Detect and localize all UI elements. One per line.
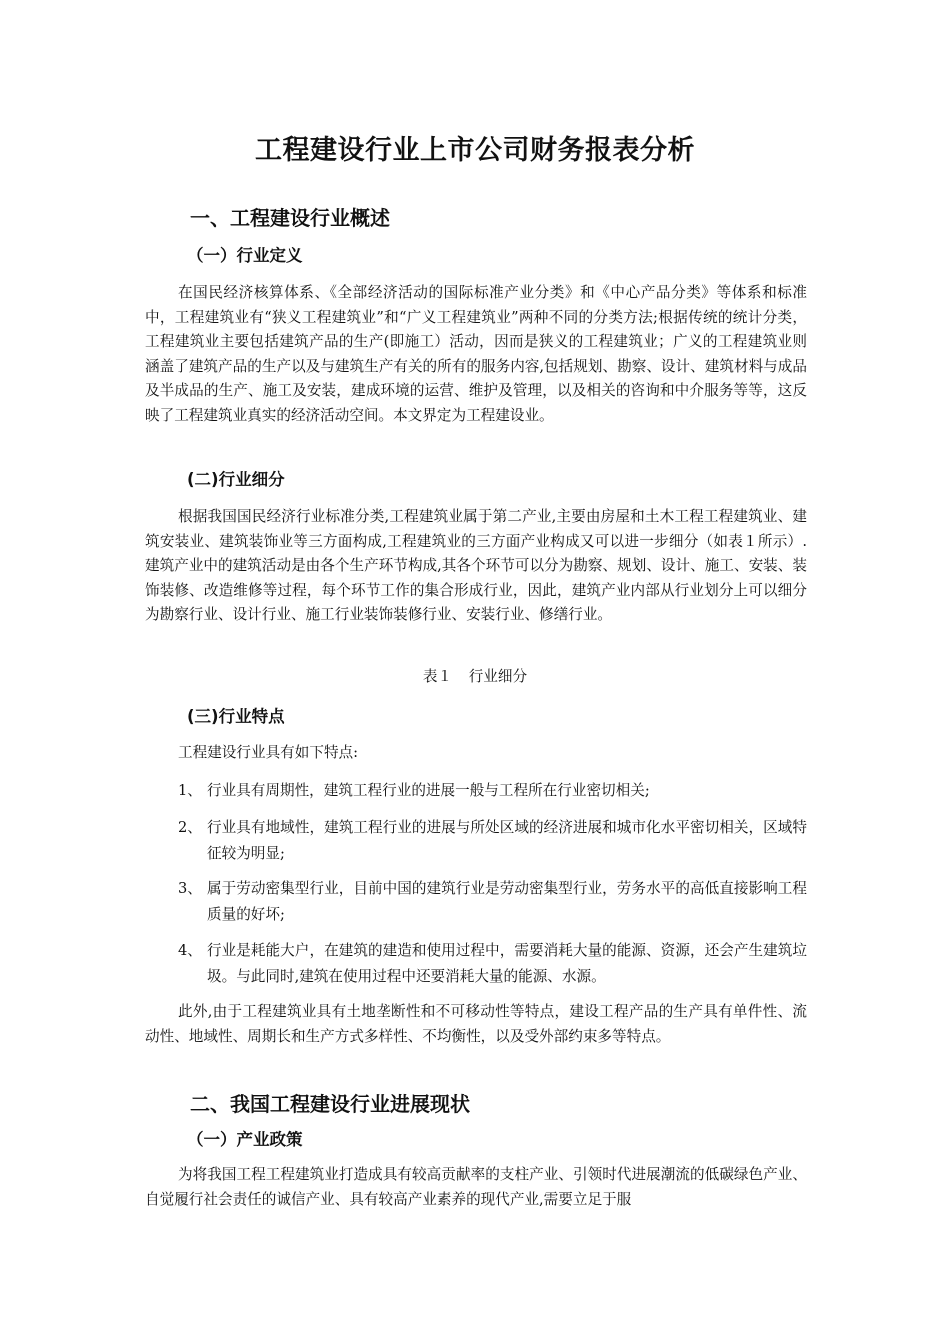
list-item — [178, 876, 807, 928]
section-1-3-intro: 工程建设行业具有如下特点: — [178, 744, 359, 761]
section-1-1-body: 在国民经济核算体系、《全部经济活动的国际标准产业分类》和《中心产品分类》等体系和标准中，工程建筑业有“狭义工程建筑业”和“广义工程建筑业”两种不同的分类方法;根据传统的统计分类，工程建筑业主要包括建筑产品的生产(即施工）活动，因而是狭义的工程建筑业；广义的工程建筑业则涵盖了建筑产品的生产以及与建筑生产有关的所有的服务内容,包括规划、勘察、设计、建筑材料与成品及半成品的生产、施工及安装，建成环境的运营、维护及管理，以及相关的咨询和中介服务等等，这反映了工程建筑业真实的经济活动空间。本文界定为工程建设业。 — [145, 284, 807, 424]
table-caption: 表１ 行业细分 — [422, 668, 528, 685]
list-item — [178, 938, 807, 990]
section-2-heading: 二、我国工程建设行业进展现状 — [190, 1092, 470, 1116]
list-item-text: 属于劳动密集型行业，目前中国的建筑行业是劳动密集型行业，劳务水平的高低直接影响工程质量的好坏; — [207, 880, 807, 923]
section-2-1-heading: （一）产业政策 — [187, 1130, 303, 1149]
list-item — [178, 815, 807, 867]
list-item-text: 行业是耗能大户，在建筑的建造和使用过程中，需要消耗大量的能源、资源，还会产生建筑垃圾。与此同时,建筑在使用过程中还要消耗大量的能源、水源。 — [207, 942, 807, 985]
list-item-number: 3、 — [178, 880, 202, 897]
section-1-3-heading: (三)行业特点 — [187, 707, 285, 726]
section-1-3-closing: 此外,由于工程建筑业具有土地垄断性和不可移动性等特点，建设工程产品的生产具有单件性、流动性、地域性、周期长和生产方式多样性、不均衡性，以及受外部约束多等特点。 — [145, 1003, 807, 1045]
list-item-number: 4、 — [178, 942, 202, 959]
list-item-text: 行业具有地域性，建筑工程行业的进展与所处区域的经济进展和城市化水平密切相关，区域特征较为明显; — [207, 819, 807, 862]
section-2-1-body: 为将我国工程工程建筑业打造成具有较高贡献率的支柱产业、引领时代进展潮流的低碳绿色产业、自觉履行社会责任的诚信产业、具有较高产业素养的现代产业,需要立足于服 — [145, 1166, 807, 1208]
section-1-2-heading: (二)行业细分 — [187, 470, 285, 489]
list-item-number: 2、 — [178, 819, 202, 836]
section-1-1-heading: （一）行业定义 — [187, 246, 303, 265]
document-title: 工程建设行业上市公司财务报表分析 — [255, 135, 695, 166]
list-item-text: 行业具有周期性，建筑工程行业的进展一般与工程所在行业密切相关; — [207, 782, 650, 799]
section-1-2-body: 根据我国国民经济行业标准分类,工程建筑业属于第二产业,主要由房屋和土木工程工程建筑业、建筑安装业、建筑装饰业等三方面构成,工程建筑业的三方面产业构成又可以进一步细分（如表１所示）.建筑产业中的建筑活动是由各个生产环节构成,其各个环节可以分为勘察、规划、设计、施工、安装、装饰装修、改造维修等过程，每个环节工作的集合形成行业，因此，建筑产业内部从行业划分上可以细分为勘察行业、设计行业、施工行业装饰装修行业、安装行业、修缮行业。 — [145, 508, 807, 624]
list-item — [178, 778, 807, 804]
section-1-heading: 一、工程建设行业概述 — [190, 206, 390, 230]
list-item-number: 1、 — [178, 782, 202, 799]
